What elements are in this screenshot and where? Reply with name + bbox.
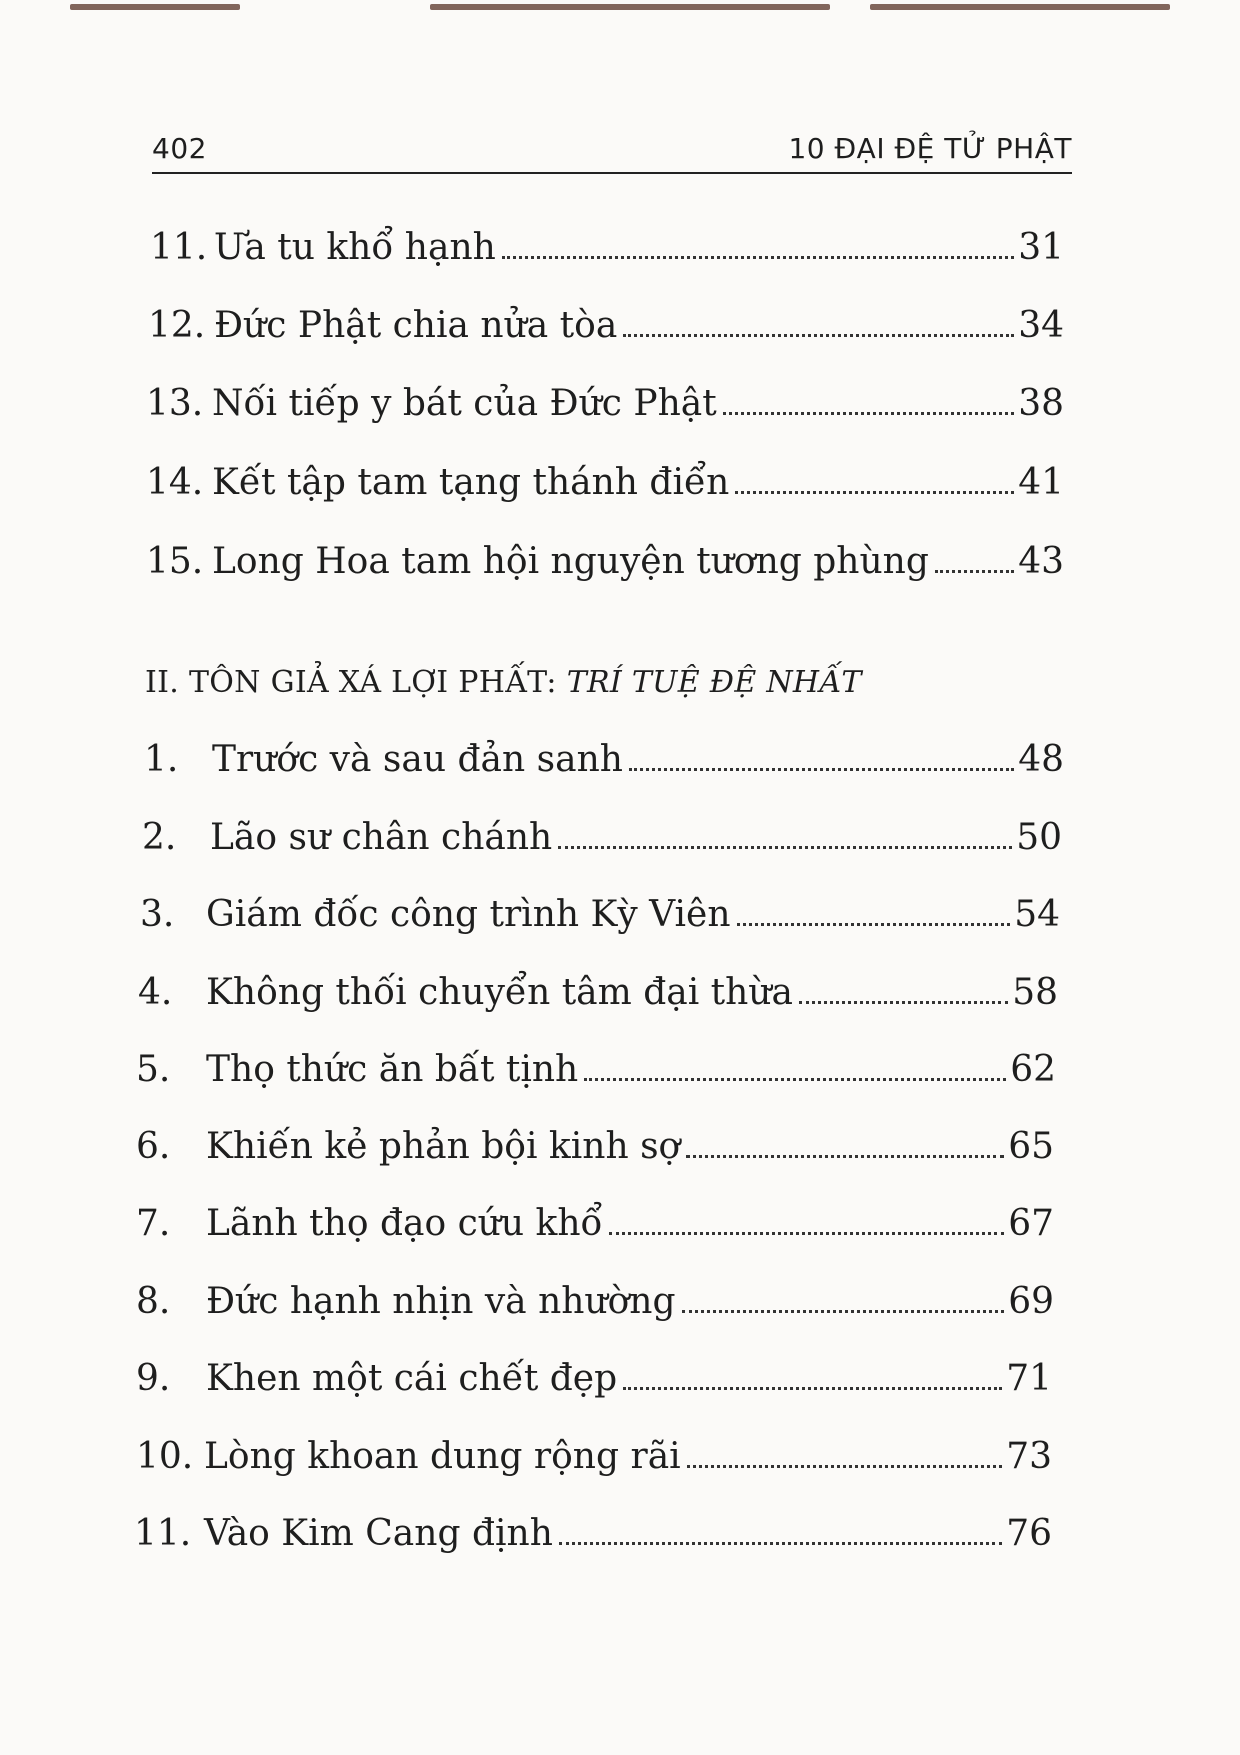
toc-entry-page: 76: [1006, 1513, 1052, 1554]
toc-entry-page: 54: [1014, 894, 1060, 935]
toc-entry-page: 71: [1006, 1358, 1052, 1399]
page-top-edge: [430, 4, 830, 10]
toc-entry[interactable]: [0, 808, 1240, 868]
dot-leader: [609, 1231, 1005, 1235]
toc-entry-number: 13.: [146, 383, 204, 424]
toc-entry-number: 15.: [146, 541, 204, 582]
dot-leader: [623, 333, 1014, 337]
toc-entry-number: 12.: [148, 305, 206, 346]
toc-entry-title: Kết tập tam tạng thánh điển: [212, 462, 730, 503]
toc-entry-page: 50: [1016, 817, 1062, 858]
dot-leader: [799, 1000, 1008, 1004]
dot-leader: [623, 1386, 1002, 1390]
toc-entry[interactable]: [0, 885, 1240, 945]
section-label: II. TÔN GIẢ XÁ LỢI PHẤT:: [145, 665, 557, 700]
dot-leader: [682, 1309, 1005, 1313]
toc-entry-page: 67: [1008, 1203, 1054, 1244]
toc-entry-number: 7.: [136, 1203, 171, 1244]
section-subtitle: TRÍ TUỆ ĐỆ NHẤT: [566, 665, 862, 700]
toc-entry-title: Lão sư chân chánh: [210, 817, 553, 858]
toc-entry-title: Khen một cái chết đẹp: [206, 1358, 618, 1399]
toc-entry-number: 14.: [146, 462, 204, 503]
toc-entry-page: 69: [1008, 1281, 1054, 1322]
toc-entry-title: Trước và sau đản sanh: [212, 739, 623, 780]
dot-leader: [723, 411, 1014, 415]
dot-leader: [687, 1464, 1003, 1468]
toc-entry-number: 8.: [136, 1281, 171, 1322]
toc-entry-page: 41: [1018, 462, 1064, 503]
toc-entry-title: Lãnh thọ đạo cứu khổ: [206, 1203, 603, 1244]
toc-entry[interactable]: [0, 963, 1240, 1023]
page-top-edge: [870, 4, 1170, 10]
dot-leader: [629, 767, 1014, 771]
dot-leader: [735, 490, 1014, 494]
toc-entry[interactable]: [0, 1504, 1240, 1564]
toc-entry[interactable]: [0, 1040, 1240, 1100]
toc-entry-page: 43: [1018, 541, 1064, 582]
toc-entry-number: 4.: [138, 972, 173, 1013]
toc-entry[interactable]: [0, 296, 1240, 356]
toc-entry[interactable]: [0, 218, 1240, 278]
toc-entry[interactable]: [0, 374, 1240, 434]
toc-entry-title: Thọ thức ăn bất tịnh: [206, 1049, 579, 1090]
toc-entry-number: 2.: [142, 817, 177, 858]
toc-entry-title: Không thối chuyển tâm đại thừa: [206, 972, 793, 1013]
toc-entry-page: 73: [1006, 1436, 1052, 1477]
toc-entry-number: 6.: [136, 1126, 171, 1167]
toc-entry-page: 48: [1018, 739, 1064, 780]
toc-entry-page: 31: [1018, 227, 1064, 268]
dot-leader: [559, 1541, 1002, 1545]
dot-leader: [558, 845, 1012, 849]
toc-entry[interactable]: [0, 1272, 1240, 1332]
toc-entry-page: 38: [1018, 383, 1064, 424]
toc-entry-page: 62: [1010, 1049, 1056, 1090]
dot-leader: [584, 1077, 1006, 1081]
toc-entry-number: 5.: [136, 1049, 171, 1090]
toc-entry-page: 65: [1008, 1126, 1054, 1167]
toc-entry-number: 11.: [150, 227, 208, 268]
toc-entry-number: 11.: [134, 1513, 192, 1554]
toc-entry-page: 58: [1012, 972, 1058, 1013]
dot-leader: [737, 922, 1011, 926]
toc-entry[interactable]: [0, 730, 1240, 790]
toc-entry-title: Đức hạnh nhịn và nhường: [206, 1281, 676, 1322]
dot-leader: [935, 569, 1014, 573]
toc-entry-number: 9.: [136, 1358, 171, 1399]
toc-entry-title: Vào Kim Cang định: [204, 1513, 553, 1554]
toc-entry[interactable]: [0, 1349, 1240, 1409]
toc-entry[interactable]: [0, 453, 1240, 513]
toc-entry-title: Ưa tu khổ hạnh: [214, 227, 496, 268]
page-header: [152, 128, 1072, 174]
section-heading: [145, 658, 862, 708]
toc-entry-number: 10.: [136, 1436, 194, 1477]
page-number: 402: [152, 132, 207, 165]
dot-leader: [686, 1154, 1004, 1158]
toc-entry-page: 34: [1018, 305, 1064, 346]
toc-entry[interactable]: [0, 1117, 1240, 1177]
toc-entry[interactable]: [0, 1194, 1240, 1254]
toc-entry-title: Long Hoa tam hội nguyện tương phùng: [212, 541, 929, 582]
toc-entry-title: Khiến kẻ phản bội kinh sợ: [206, 1126, 681, 1167]
toc-entry-title: Đức Phật chia nửa tòa: [214, 305, 618, 346]
toc-entry[interactable]: [0, 532, 1240, 592]
toc-entry-title: Giám đốc công trình Kỳ Viên: [206, 894, 731, 935]
page-top-edge: [70, 4, 240, 10]
toc-entry-number: 3.: [140, 894, 175, 935]
dot-leader: [502, 255, 1014, 259]
toc-entry[interactable]: [0, 1427, 1240, 1487]
toc-entry-number: 1.: [144, 739, 179, 780]
toc-entry-title: Lòng khoan dung rộng rãi: [204, 1436, 681, 1477]
running-title: 10 ĐẠI ĐỆ TỬ PHẬT: [788, 132, 1072, 165]
toc-entry-title: Nối tiếp y bát của Đức Phật: [212, 383, 717, 424]
